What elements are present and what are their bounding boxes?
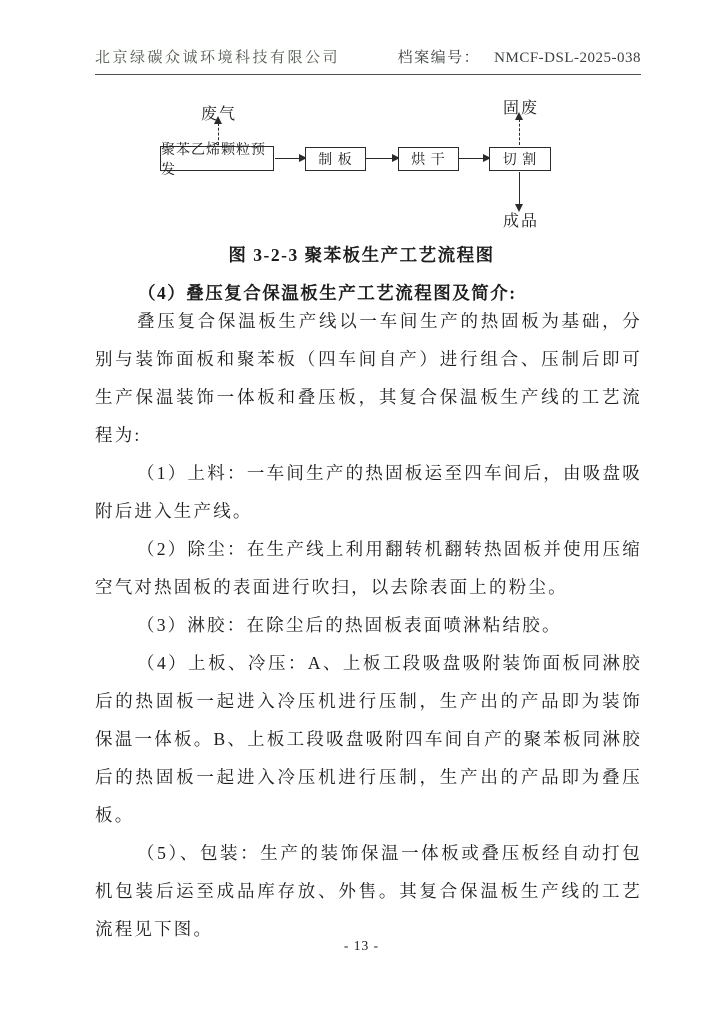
dashed-up-arrow-icon: [519, 119, 520, 145]
process-flow-diagram: [95, 95, 641, 230]
paragraph-step1-loading: （1）上料：一车间生产的热固板运至四车间后，由吸盘吸附后进入生产线。: [95, 463, 642, 521]
finished-product-label: 成品: [503, 213, 540, 230]
flow-box-pre-expansion: 聚苯乙烯颗粒预发: [160, 146, 274, 171]
body-text: [95, 302, 642, 948]
file-number: [398, 46, 641, 67]
paragraph-step4-cold-pressing: （4）上板、冷压：A、上板工段吸盘吸附装饰面板同淋胶后的热固板一起进入冷压机进行压制，生产出的产品即为装饰保温一体板。B、上板工段吸盘吸附四车间自产的聚苯板同淋胶后的热固板一起进入冷压机进行压制，生产出的产品即为叠压板。: [95, 653, 642, 825]
flow-box-board-making: 制 板: [305, 147, 366, 171]
file-number-value: NMCF-DSL-2025-038: [494, 50, 641, 66]
waste-gas-label: 废气: [201, 106, 238, 123]
paragraph-step5-packaging: （5）、包装：生产的装饰保温一体板或叠压板经自动打包机包装后运至成品库存放、外售。其复合保温板生产线的工艺流程见下图。: [95, 843, 642, 939]
paragraph-step2-dust-removal: （2）除尘：在生产线上利用翻转机翻转热固板并使用压缩空气对热固板的表面进行吹扫，以去除表面上的粉尘。: [95, 539, 642, 597]
file-number-label: 档案编号：: [397, 50, 481, 66]
page-number: - 13 -: [343, 938, 380, 953]
section-heading: （4）叠压复合保温板生产工艺流程图及简介:: [138, 283, 517, 303]
company-name: 北京绿碳众诚环境科技有限公司: [95, 50, 341, 66]
flow-box-cutting: 切 割: [489, 147, 551, 171]
flow-box-drying: 烘 干: [398, 147, 459, 171]
paragraph-intro: 叠压复合保温板生产线以一车间生产的热固板为基础，分别与装饰面板和聚苯板（四车间自产）进行组合、压制后即可生产保温装饰一体板和叠压板，其复合保温板生产线的工艺流程为:: [95, 311, 642, 445]
solid-waste-label: 固废: [503, 100, 540, 117]
right-arrow-icon: [459, 158, 489, 159]
figure-caption: 图 3-2-3 聚苯板生产工艺流程图: [228, 245, 495, 265]
page-header: [95, 46, 641, 75]
right-arrow-icon: [275, 158, 305, 159]
right-arrow-icon: [366, 158, 398, 159]
paragraph-step3-glue-spraying: （3）淋胶：在除尘后的热固板表面喷淋粘结胶。: [137, 615, 562, 635]
down-arrow-icon: [519, 172, 520, 205]
